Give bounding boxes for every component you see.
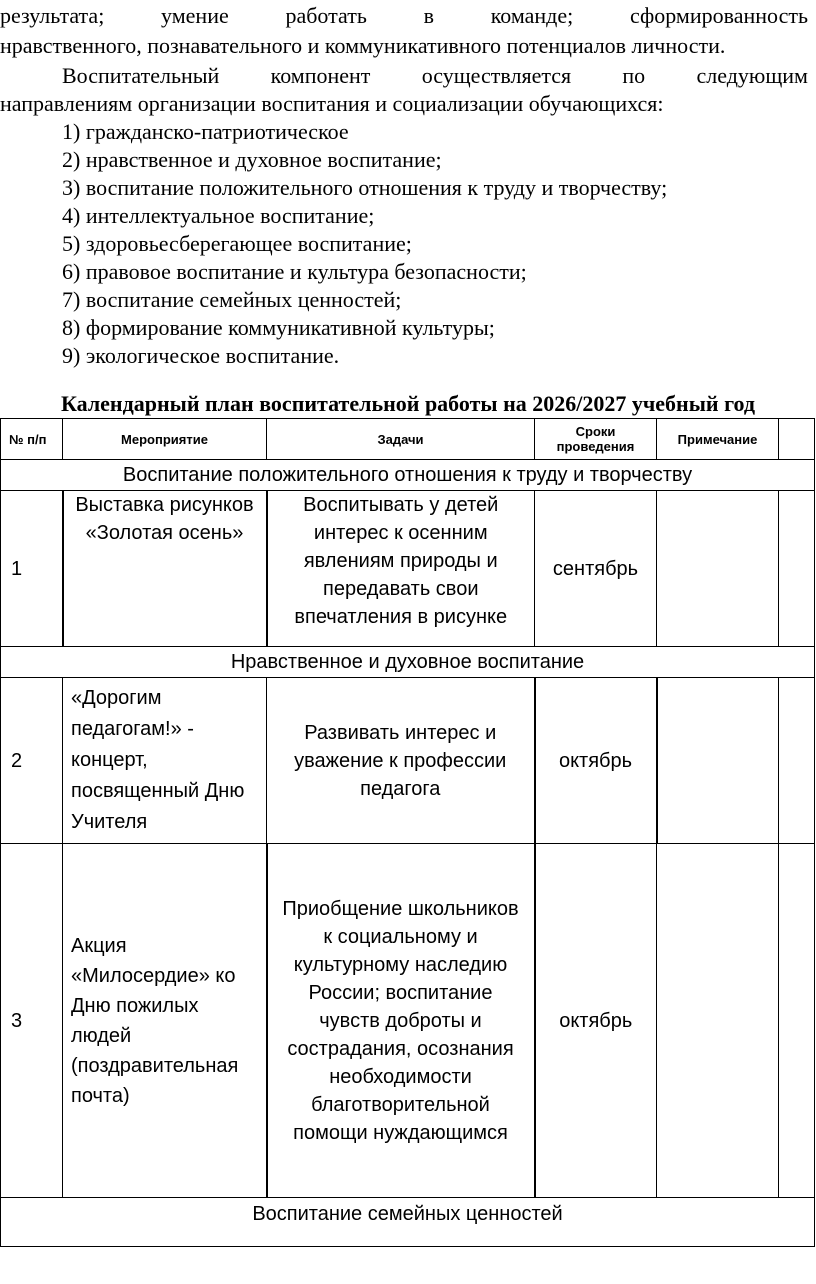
col-header-event: Мероприятие (63, 419, 267, 460)
cell-note (657, 844, 779, 1198)
cell-event: «Дорогим педагогам!» - концерт, посвященный Дню Учителя (63, 678, 267, 844)
section-title: Воспитание семейных ценностей (1, 1198, 815, 1247)
cell-dates: октябрь (535, 844, 657, 1198)
section-row (1, 647, 815, 678)
col-header-dates: Сроки проведения (535, 419, 657, 460)
cell-note (657, 678, 779, 844)
cell-dates: сентябрь (535, 491, 657, 647)
table-row (1, 678, 815, 844)
intro-line-3: Воспитательный компонент осуществляется по следующим (62, 63, 808, 88)
cell-num: 1 (1, 491, 63, 647)
cell-event: Акция «Милосердие» ко Дню пожилых людей (поздравительная почта) (63, 844, 267, 1198)
table-header-row (1, 419, 815, 460)
section-row (1, 460, 815, 491)
section-row (1, 1198, 815, 1247)
intro-line-1: результата; умение работать в команде; сформированность (0, 3, 808, 28)
list-item: 2) нравственное и духовное воспитание; (62, 147, 442, 172)
cell-dates: октябрь (535, 678, 657, 844)
cell-tasks: Развивать интерес и уважение к профессии педагога (267, 678, 535, 844)
plan-title: Календарный план воспитательной работы на 2026/2027 учебный год (60, 391, 756, 416)
col-header-tasks: Задачи (267, 419, 535, 460)
list-item: 6) правовое воспитание и культура безопасности; (62, 259, 527, 284)
col-header-num: № п/п (1, 419, 63, 460)
cell-extra (779, 678, 815, 844)
intro-line-4: направлениям организации воспитания и социализации обучающихся: (0, 91, 664, 116)
list-item: 8) формирование коммуникативной культуры; (62, 315, 495, 340)
cell-num: 3 (1, 844, 63, 1198)
section-title: Воспитание положительного отношения к труду и творчеству (1, 460, 815, 491)
table-row (1, 491, 815, 647)
table-row (1, 844, 815, 1198)
cell-extra (779, 491, 815, 647)
cell-extra (779, 844, 815, 1198)
list-item: 5) здоровьесберегающее воспитание; (62, 231, 412, 256)
cell-tasks: Воспитывать у детей интерес к осенним явлениям природы и передавать свои впечатления в рисунке (267, 491, 535, 647)
cell-note (657, 491, 779, 647)
plan-table (0, 418, 815, 1247)
list-item: 3) воспитание положительного отношения к труду и творчеству; (62, 175, 668, 200)
list-item: 4) интеллектуальное воспитание; (62, 203, 375, 228)
intro-line-2: нравственного, познавательного и коммуникативного потенциалов личности. (0, 33, 726, 58)
col-header-extra (779, 419, 815, 460)
cell-event: Выставка рисунков «Золотая осень» (63, 491, 267, 647)
list-item: 7) воспитание семейных ценностей; (62, 287, 402, 312)
col-header-note: Примечание (657, 419, 779, 460)
list-item: 9) экологическое воспитание. (62, 343, 340, 368)
cell-num: 2 (1, 678, 63, 844)
section-title: Нравственное и духовное воспитание (1, 647, 815, 678)
list-item: 1) гражданско-патриотическое (62, 119, 349, 144)
cell-tasks: Приобщение школьников к социальному и культурному наследию России; воспитание чувств доброты и сострадания, осознания необходимости благотворительной помощи нуждающимся (267, 844, 535, 1198)
